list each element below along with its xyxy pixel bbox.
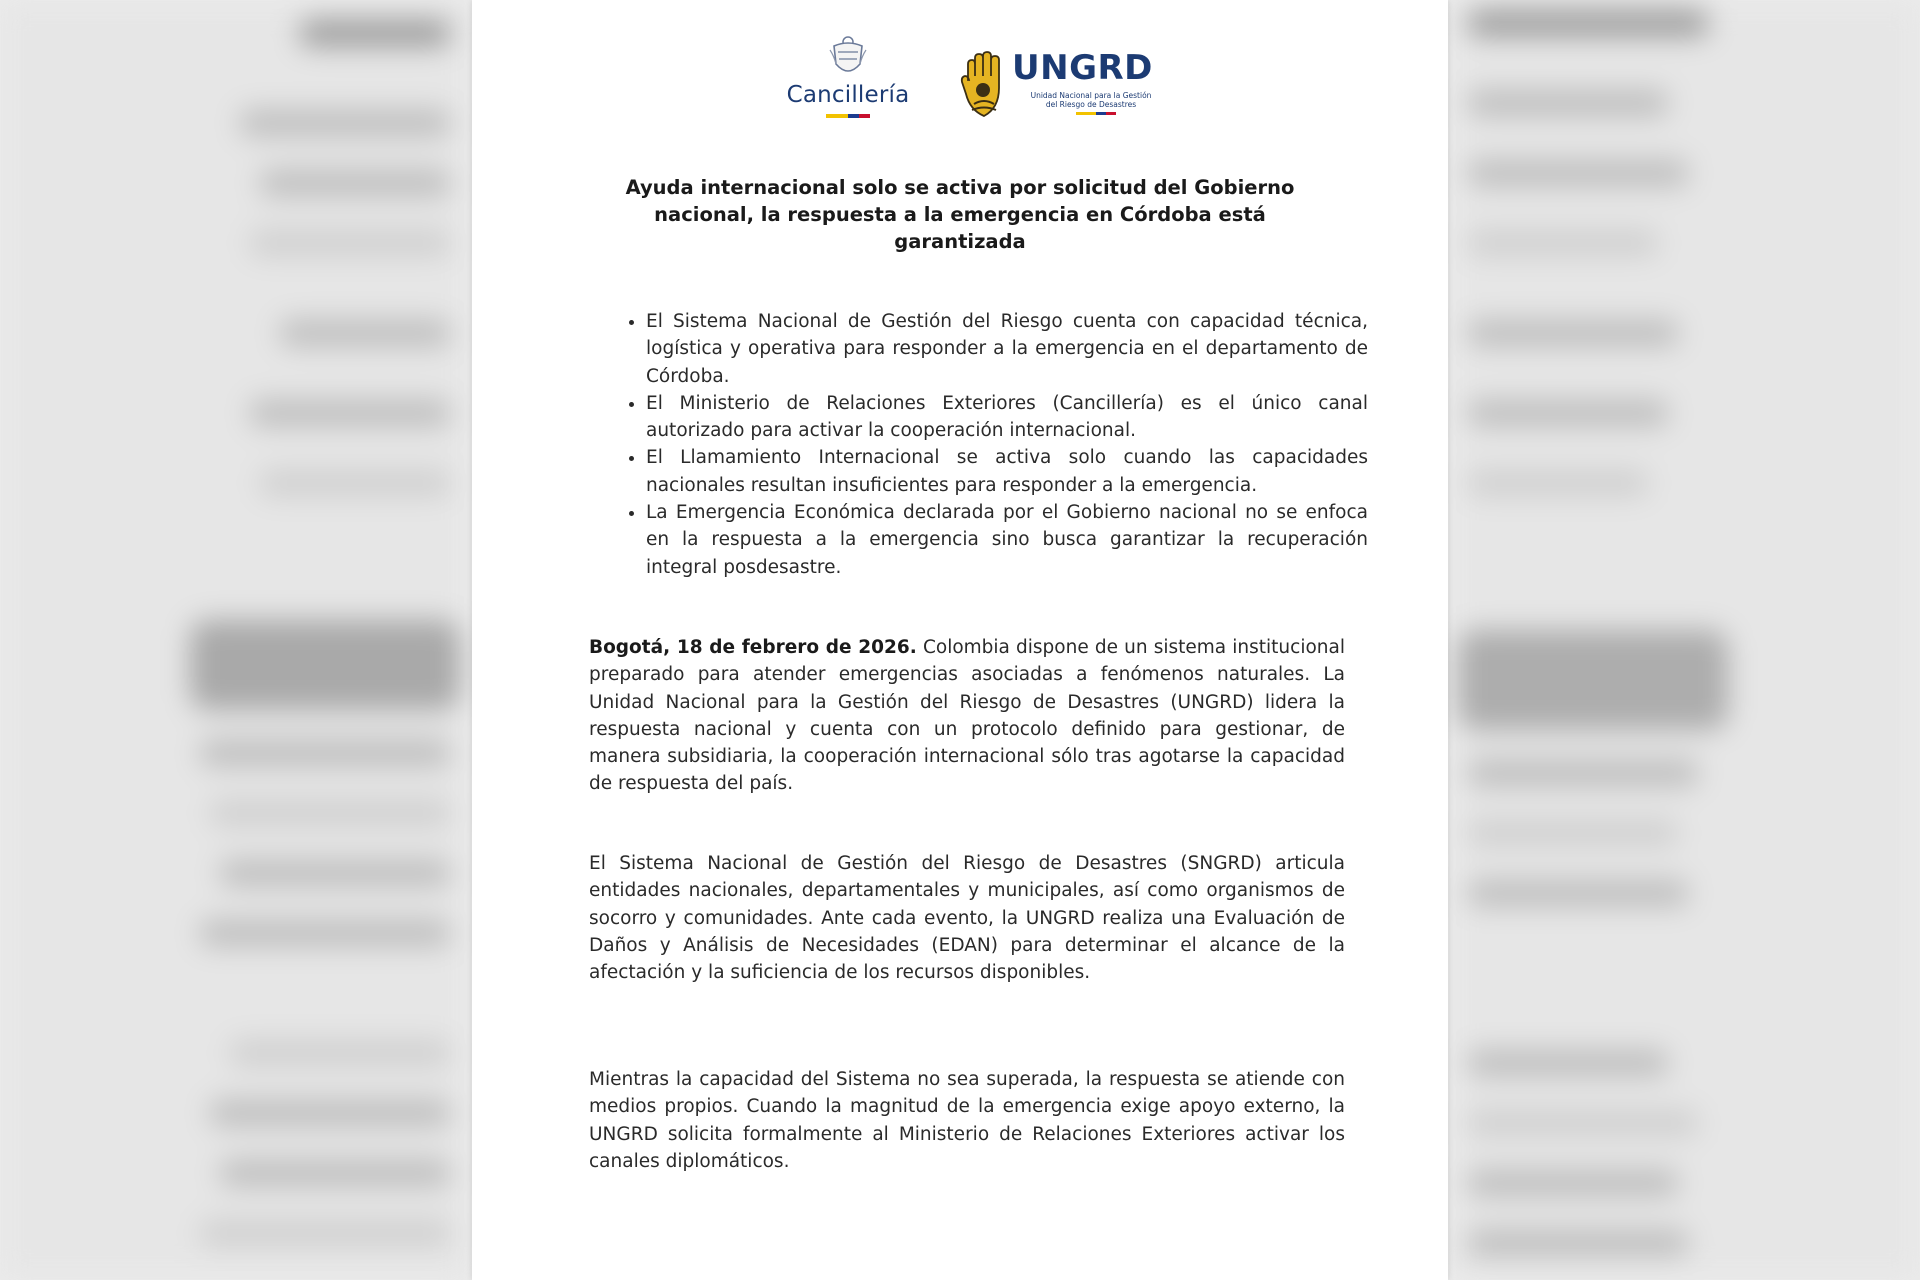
- paragraph-1-text: Colombia dispone de un sistema institucional preparado para atender emergencias asociadas a fenómenos naturales. La Unidad Nacional para la Gestión del Riesgo de Desastres (UNGRD) lidera la respuesta nacional y cuenta con un protocolo definido para gestionar, de manera subsidiaria, la cooperación internacional sólo tras agotarse la capacidad de respuesta del país.: [589, 637, 1345, 795]
- cancilleria-flag-stripe: [826, 114, 870, 118]
- blurred-background-left: [0, 0, 472, 1280]
- ungrd-acronym: UNGRD: [1012, 48, 1153, 88]
- colombia-coat-of-arms-icon: [828, 36, 868, 82]
- blurred-background-right: [1448, 0, 1920, 1280]
- ungrd-full-name-line-1: Unidad Nacional para la Gestión: [1030, 91, 1152, 100]
- logo-header: [472, 36, 1448, 136]
- cancilleria-logo: [778, 36, 918, 131]
- cancilleria-name: Cancillería: [786, 82, 910, 108]
- body-paragraph-2: El Sistema Nacional de Gestión del Riesgo de Desastres (SNGRD) articula entidades nacionales, departamentales y municipales, así como organismos de socorro y comunidades. Ante cada evento, la UNGRD realiza una Evaluación de Daños y Análisis de Necesidades (EDAN) para determinar el alcance de la afectación y la suficiencia de los recursos disponibles.: [589, 853, 1345, 984]
- document-page: [472, 0, 1448, 1280]
- body-paragraph-1: [589, 634, 1345, 798]
- ungrd-full-name: [1016, 91, 1166, 109]
- dateline: Bogotá, 18 de febrero de 2026.: [589, 637, 917, 658]
- ungrd-flag-stripe: [1076, 112, 1116, 115]
- key-point-item: • El Llamamiento Internacional se activa solo cuando las capacidades nacionales resultan insuficientes para responder a la emergencia.: [646, 444, 1368, 499]
- body-paragraph-3: Mientras la capacidad del Sistema no sea superada, la respuesta se atiende con medios propios. Cuando la magnitud de la emergencia exige apoyo externo, la UNGRD solicita formalmente al Ministerio de Relaciones Exteriores activar los canales diplomáticos.: [589, 1069, 1345, 1172]
- key-point-item: • El Ministerio de Relaciones Exteriores (Cancillería) es el único canal autorizado para activar la cooperación internacional.: [646, 390, 1368, 445]
- key-point-item: • La Emergencia Económica declarada por el Gobierno nacional no se enfoca en la respuesta a la emergencia sino busca garantizar la recuperación integral posdesastre.: [646, 499, 1368, 581]
- key-point-item: • El Sistema Nacional de Gestión del Riesgo cuenta con capacidad técnica, logística y operativa para responder a la emergencia en el departamento de Córdoba.: [646, 308, 1368, 390]
- key-points-list: [612, 308, 1368, 581]
- ungrd-logo: [960, 50, 1170, 130]
- hand-icon: [960, 50, 1008, 122]
- press-release-title: Ayuda internacional solo se activa por solicitud del Gobierno nacional, la respuesta a la emergencia en Córdoba está garantizada: [625, 176, 1295, 253]
- ungrd-full-name-line-2: del Riesgo de Desastres: [1045, 100, 1137, 109]
